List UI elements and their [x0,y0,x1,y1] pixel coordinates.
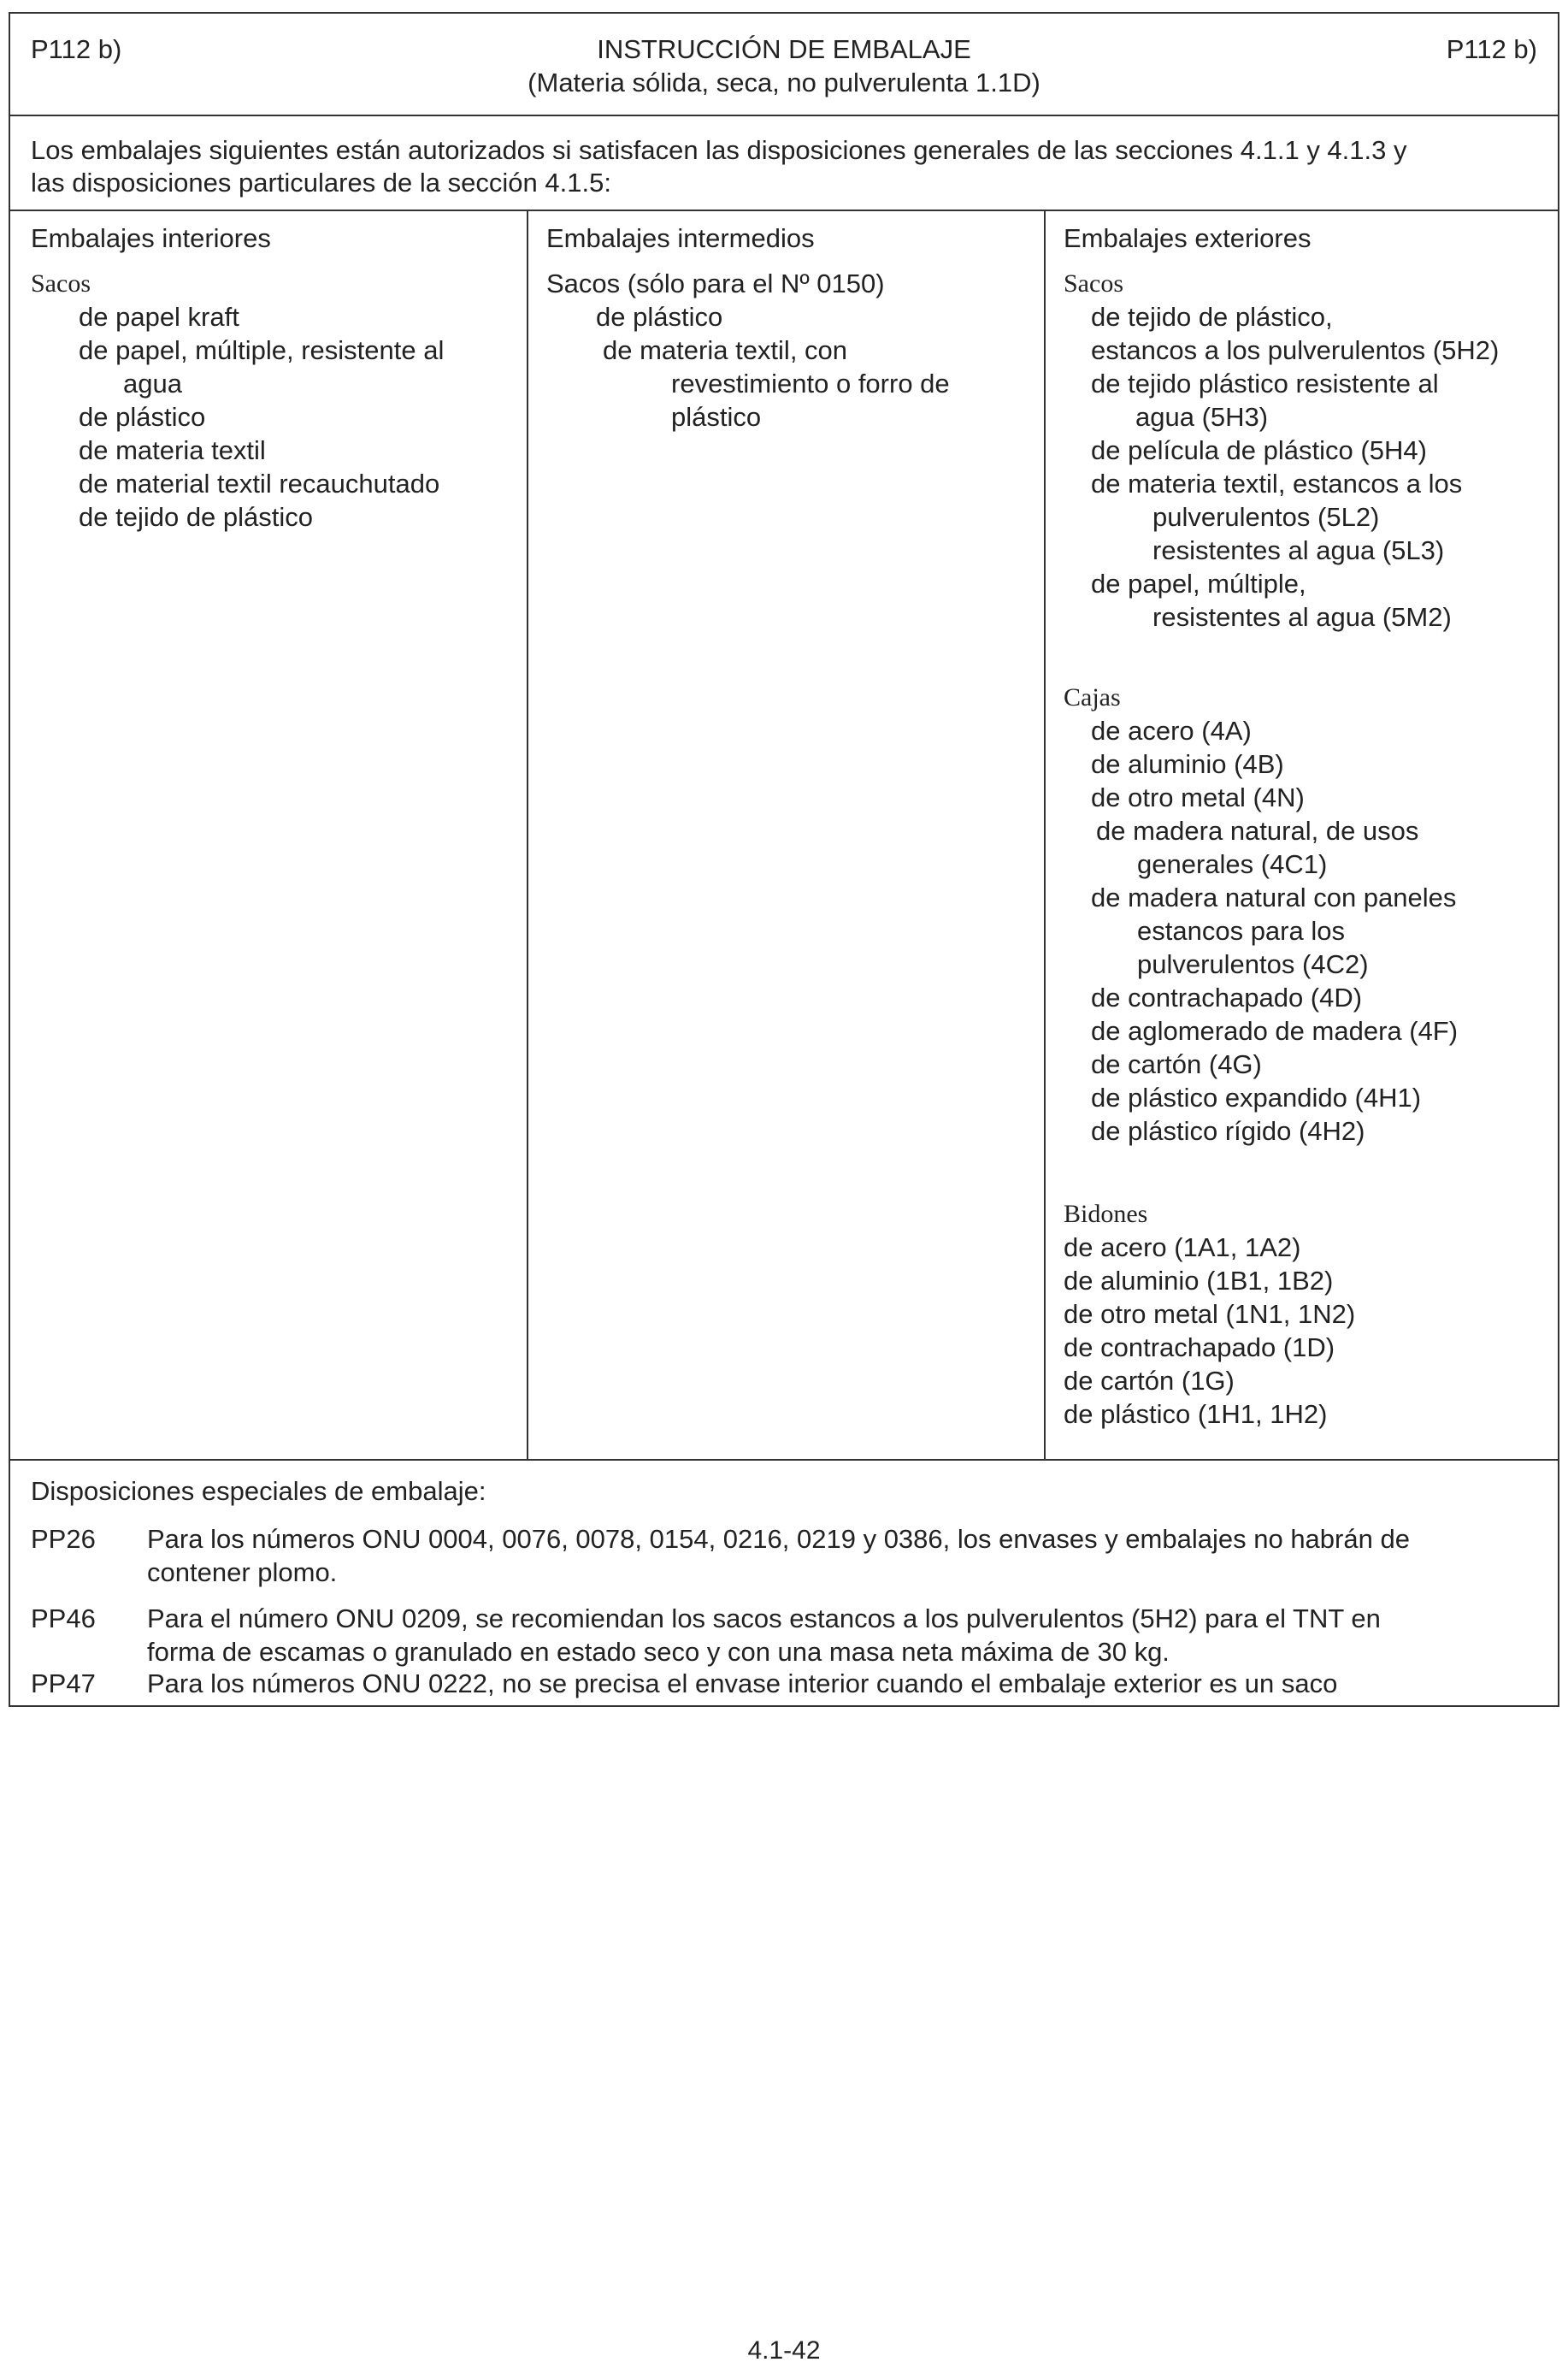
provision-text-pp26-cont: contener plomo. [147,1557,338,1587]
intro-line-1: Los embalajes siguientes están autorizados si satisfacen las disposiciones generales de las secciones 4.1.1 y 4.1.3 y [31,135,1407,165]
list-item: de contrachapado (1D) [1064,1332,1335,1362]
provision-code-pp26: PP26 [31,1524,96,1554]
provision-text-pp46: Para el número ONU 0209, se recomiendan los sacos estancos a los pulverulentos (5H2) para el TNT en [147,1603,1381,1633]
instruction-subtitle: (Materia sólida, seca, no pulverulenta 1.1D) [528,68,1040,97]
column-separator-1 [527,210,528,1459]
list-item: de otro metal (4N) [1091,782,1305,812]
list-item: de papel kraft [79,302,239,332]
list-item: agua (5H3) [1135,402,1269,432]
list-item: de plástico rígido (4H2) [1091,1116,1365,1146]
list-item: de otro metal (1N1, 1N2) [1064,1299,1356,1329]
list-item: de materia textil, estancos a los [1091,469,1463,499]
list-item: estancos para los [1137,916,1345,946]
group-label-bidones: Bidones [1064,1200,1148,1228]
list-item: de plástico [596,302,723,332]
list-item: de tejido plástico resistente al [1091,369,1439,399]
list-item: de cartón (1G) [1064,1366,1235,1396]
list-item: de contrachapado (4D) [1091,983,1363,1013]
code-left: P112 b) [31,34,122,64]
list-item: agua [123,369,182,399]
list-item: revestimiento o forro de [671,369,950,399]
list-item: resistentes al agua (5M2) [1152,602,1452,632]
list-item: de madera natural con paneles [1091,883,1457,912]
code-right: P112 b) [1446,34,1537,64]
column-heading-outer: Embalajes exteriores [1064,223,1312,253]
list-item: de material textil recauchutado [79,469,440,499]
list-item: de acero (1A1, 1A2) [1064,1232,1301,1262]
provision-text-pp47: Para los números ONU 0222, no se precisa el envase interior cuando el embalaje exterior es un saco [147,1668,1338,1698]
list-item: de papel, múltiple, [1091,569,1306,599]
list-item: de plástico expandido (4H1) [1091,1083,1422,1113]
provision-code-pp47: PP47 [31,1668,96,1698]
divider-intro [10,210,1558,211]
intro-line-2: las disposiciones particulares de la sección 4.1.5: [31,168,611,198]
list-item: estancos a los pulverulentos (5H2) [1091,335,1500,365]
instruction-title: INSTRUCCIÓN DE EMBALAJE [597,34,971,64]
list-item: de materia textil, con [603,335,848,365]
list-item: de madera natural, de usos [1096,816,1419,846]
list-item: de plástico [79,402,206,432]
group-label-sacos-inner: Sacos [31,269,91,298]
group-label-sacos-outer: Sacos [1064,269,1123,298]
group-label-cajas: Cajas [1064,683,1121,712]
list-item: de acero (4A) [1091,716,1252,746]
list-item: de aluminio (1B1, 1B2) [1064,1266,1334,1296]
column-separator-2 [1044,210,1046,1459]
divider-columns-bottom [10,1459,1558,1461]
list-item: plástico [671,402,762,432]
list-item: de plástico (1H1, 1H2) [1064,1399,1328,1429]
provision-code-pp46: PP46 [31,1603,96,1633]
list-item: de cartón (4G) [1091,1049,1262,1079]
list-item: de película de plástico (5H4) [1091,435,1427,465]
list-item: de materia textil [79,435,266,465]
list-item: pulverulentos (5L2) [1152,502,1380,532]
list-item: de tejido de plástico, [1091,302,1333,332]
divider-header [10,115,1558,116]
provision-text-pp46-cont: forma de escamas o granulado en estado seco y con una masa neta máxima de 30 kg. [147,1637,1170,1667]
list-item: resistentes al agua (5L3) [1152,535,1445,565]
list-item: generales (4C1) [1137,849,1328,879]
packing-instruction-table [9,12,1559,1707]
special-provisions-heading: Disposiciones especiales de embalaje: [31,1476,486,1506]
column-heading-intermediate: Embalajes intermedios [546,223,815,253]
page-number: 4.1-42 [747,2336,821,2365]
list-item: pulverulentos (4C2) [1137,949,1369,979]
list-item: de aglomerado de madera (4F) [1091,1016,1459,1046]
group-label-sacos-intermediate: Sacos (sólo para el Nº 0150) [546,269,885,298]
column-heading-inner: Embalajes interiores [31,223,271,253]
list-item: de tejido de plástico [79,502,314,532]
list-item: de papel, múltiple, resistente al [79,335,445,365]
provision-text-pp26: Para los números ONU 0004, 0076, 0078, 0154, 0216, 0219 y 0386, los envases y embalajes no habrán de [147,1524,1410,1554]
list-item: de aluminio (4B) [1091,749,1284,779]
